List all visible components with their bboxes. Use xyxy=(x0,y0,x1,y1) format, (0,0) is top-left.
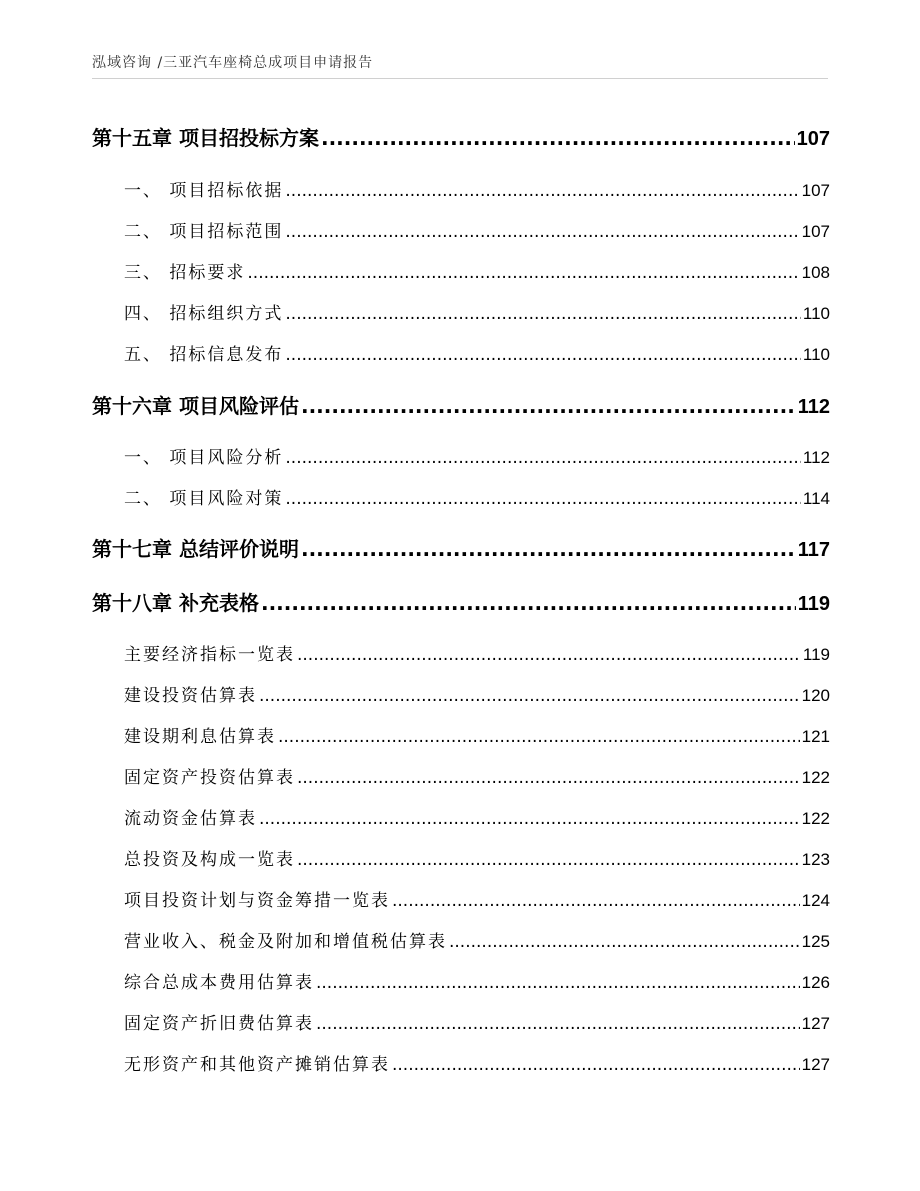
toc-section[interactable] xyxy=(124,927,830,952)
toc-section[interactable] xyxy=(124,886,830,911)
toc-section[interactable] xyxy=(124,804,830,829)
toc-leader-dots xyxy=(301,394,796,418)
toc-entry-page: 127 xyxy=(801,1055,830,1074)
toc-entry-page: 122 xyxy=(801,809,830,828)
toc-entry-page: 121 xyxy=(801,727,830,746)
toc-entry-page: 107 xyxy=(796,128,830,150)
toc-entry-label: 三、 招标要求 xyxy=(124,263,246,283)
toc-leader-dots xyxy=(316,1014,800,1034)
toc-section[interactable] xyxy=(124,484,830,509)
toc-leader-dots xyxy=(321,126,795,150)
toc-section[interactable] xyxy=(124,340,830,365)
toc-section[interactable] xyxy=(124,1009,830,1034)
toc-entry-page: 107 xyxy=(801,181,830,200)
toc-entry-label: 二、 项目风险对策 xyxy=(124,489,284,509)
toc-entry-label: 总投资及构成一览表 xyxy=(124,850,295,870)
toc-leader-dots xyxy=(261,591,796,615)
toc-entry-label: 第十七章 总结评价说明 xyxy=(92,537,299,561)
toc-entry-label: 固定资产投资估算表 xyxy=(124,768,295,788)
toc-leader-dots xyxy=(259,686,800,706)
toc-section[interactable] xyxy=(124,443,830,468)
toc-leader-dots xyxy=(285,304,800,324)
toc-leader-dots xyxy=(316,973,800,993)
toc-entry-page: 107 xyxy=(801,222,830,241)
toc-section[interactable] xyxy=(124,1050,830,1075)
toc-entry-label: 主要经济指标一览表 xyxy=(124,645,295,665)
toc-leader-dots xyxy=(297,850,800,870)
toc-entry-page: 112 xyxy=(797,396,830,418)
toc-chapter-17[interactable] xyxy=(92,533,830,562)
toc-section[interactable] xyxy=(124,845,830,870)
toc-entry-label: 一、 项目风险分析 xyxy=(124,448,284,468)
toc-section[interactable] xyxy=(124,217,830,242)
toc-section[interactable] xyxy=(124,722,830,747)
toc-leader-dots xyxy=(285,181,799,201)
toc-entry-page: 114 xyxy=(802,489,830,508)
toc-section[interactable] xyxy=(124,299,830,324)
toc-entry-label: 第十八章 补充表格 xyxy=(92,591,259,615)
toc-entry-page: 123 xyxy=(801,850,830,869)
toc-entry-page: 108 xyxy=(801,263,830,282)
toc-entry-page: 122 xyxy=(801,768,830,787)
toc-entry-label: 无形资产和其他资产摊销估算表 xyxy=(124,1055,390,1075)
header-divider xyxy=(92,78,828,79)
toc-entry-page: 117 xyxy=(797,539,830,561)
toc-section[interactable] xyxy=(124,258,830,283)
toc-leader-dots xyxy=(247,263,799,283)
toc-entry-page: 110 xyxy=(802,345,830,364)
toc-leader-dots xyxy=(449,932,800,952)
toc-leader-dots xyxy=(301,537,796,561)
toc-section[interactable] xyxy=(124,640,830,665)
toc-entry-page: 112 xyxy=(802,448,830,467)
toc-leader-dots xyxy=(297,768,800,788)
toc-leader-dots xyxy=(285,448,800,468)
toc-leader-dots xyxy=(392,1055,800,1075)
toc-entry-label: 流动资金估算表 xyxy=(124,809,257,829)
toc-entry-label: 二、 项目招标范围 xyxy=(124,222,284,242)
toc-leader-dots xyxy=(259,809,800,829)
toc-entry-label: 一、 项目招标依据 xyxy=(124,181,284,201)
toc-entry-label: 固定资产折旧费估算表 xyxy=(124,1014,314,1034)
toc-entry-label: 第十六章 项目风险评估 xyxy=(92,394,299,418)
toc-chapter-15[interactable] xyxy=(92,122,830,151)
toc-section[interactable] xyxy=(124,176,830,201)
toc-entry-label: 建设投资估算表 xyxy=(124,686,257,706)
toc-leader-dots xyxy=(278,727,800,747)
toc-entry-label: 建设期利息估算表 xyxy=(124,727,276,747)
toc-leader-dots xyxy=(392,891,800,911)
toc-section[interactable] xyxy=(124,681,830,706)
toc-section[interactable] xyxy=(124,763,830,788)
toc-entry-label: 五、 招标信息发布 xyxy=(124,345,284,365)
toc-entry-page: 120 xyxy=(801,686,830,705)
toc-leader-dots xyxy=(285,489,800,509)
toc-entry-page: 119 xyxy=(802,645,830,664)
toc-leader-dots xyxy=(297,645,801,665)
toc-entry-label: 项目投资计划与资金筹措一览表 xyxy=(124,891,390,911)
toc-leader-dots xyxy=(285,345,800,365)
toc-entry-page: 110 xyxy=(802,304,830,323)
page-header: 泓域咨询 /三亚汽车座椅总成项目申请报告 xyxy=(92,55,374,71)
toc-chapter-18[interactable] xyxy=(92,587,830,616)
toc-entry-label: 第十五章 项目招投标方案 xyxy=(92,126,319,150)
toc-section[interactable] xyxy=(124,968,830,993)
toc-entry-page: 127 xyxy=(801,1014,830,1033)
toc-entry-label: 营业收入、税金及附加和增值税估算表 xyxy=(124,932,447,952)
toc-chapter-16[interactable] xyxy=(92,390,830,419)
toc-entry-label: 综合总成本费用估算表 xyxy=(124,973,314,993)
toc-entry-page: 119 xyxy=(797,593,830,615)
toc-entry-page: 126 xyxy=(801,973,830,992)
toc-entry-page: 124 xyxy=(801,891,830,910)
toc-entry-label: 四、 招标组织方式 xyxy=(124,304,284,324)
toc-leader-dots xyxy=(285,222,799,242)
toc-entry-page: 125 xyxy=(801,932,830,951)
